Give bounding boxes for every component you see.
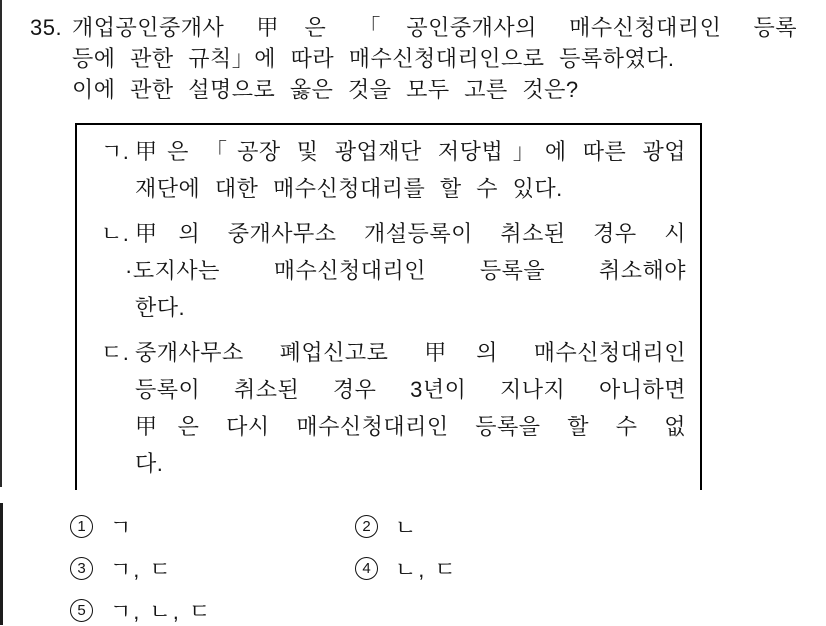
question-line: 개업공인중개사 甲은 「공인중개사의 매수신청대리인 등록: [72, 15, 797, 40]
choice-3-label: ㄱ, ㄷ: [110, 557, 173, 582]
question-line: 등에 관한 규칙」에 따라 매수신청대리인으로 등록하였다.: [72, 46, 675, 71]
choice-1[interactable]: [70, 511, 133, 542]
choice-5-circled-number: 5: [70, 599, 93, 622]
choice-1-label: ㄱ: [110, 515, 134, 540]
statement-line: 다.: [135, 451, 164, 476]
choice-2[interactable]: [355, 511, 418, 542]
question-number: 35.: [30, 15, 63, 40]
statement-item-n: [101, 215, 686, 326]
choice-4-label: ㄴ, ㄷ: [395, 557, 458, 582]
choice-4[interactable]: [355, 553, 458, 584]
choice-4-circled-number: 4: [355, 557, 378, 580]
statement-line: 甲의 중개사무소 개설등록이 취소된 경우 시: [135, 221, 686, 246]
statement-item-d: [101, 334, 686, 482]
choice-5[interactable]: [70, 595, 212, 626]
statement-line: 甲은 다시 매수신청대리인 등록을 할 수 없: [135, 414, 686, 439]
statement-line: 중개사무소 폐업신고로 甲의 매수신청대리인: [135, 340, 686, 365]
choice-1-circled-number: 1: [70, 515, 93, 538]
statement-line: 등록이 취소된 경우 3년이 지나지 아니하면: [135, 377, 686, 402]
statement-line: ·도지사는 매수신청대리인 등록을 취소해야: [125, 258, 686, 283]
statement-text: [135, 334, 686, 482]
statement-text: [135, 133, 686, 207]
statement-line: 재단에 대한 매수신청대리를 할 수 있다.: [135, 176, 563, 201]
choice-3-circled-number: 3: [70, 557, 93, 580]
statement-line: 甲은 「공장 및 광업재단 저당법」에 따른 광업: [135, 139, 686, 164]
statement-marker: ㄷ.: [101, 340, 130, 365]
statement-marker: ㄱ.: [101, 139, 130, 164]
left-column-rule-bottom: [0, 503, 3, 625]
question-line: 이에 관한 설명으로 옳은 것을 모두 고른 것은?: [72, 77, 579, 102]
statement-line: 한다.: [135, 295, 186, 320]
choice-2-label: ㄴ: [395, 515, 419, 540]
choice-5-label: ㄱ, ㄴ, ㄷ: [110, 599, 213, 624]
left-column-rule-top: [0, 0, 2, 487]
choice-3[interactable]: [70, 553, 173, 584]
choice-2-circled-number: 2: [355, 515, 378, 538]
statement-item-g: [101, 133, 686, 207]
statement-marker: ㄴ.: [101, 221, 130, 246]
question-text: [72, 12, 797, 105]
statement-text: [125, 215, 686, 326]
question-block: [30, 12, 797, 105]
statements-box: [75, 123, 702, 490]
